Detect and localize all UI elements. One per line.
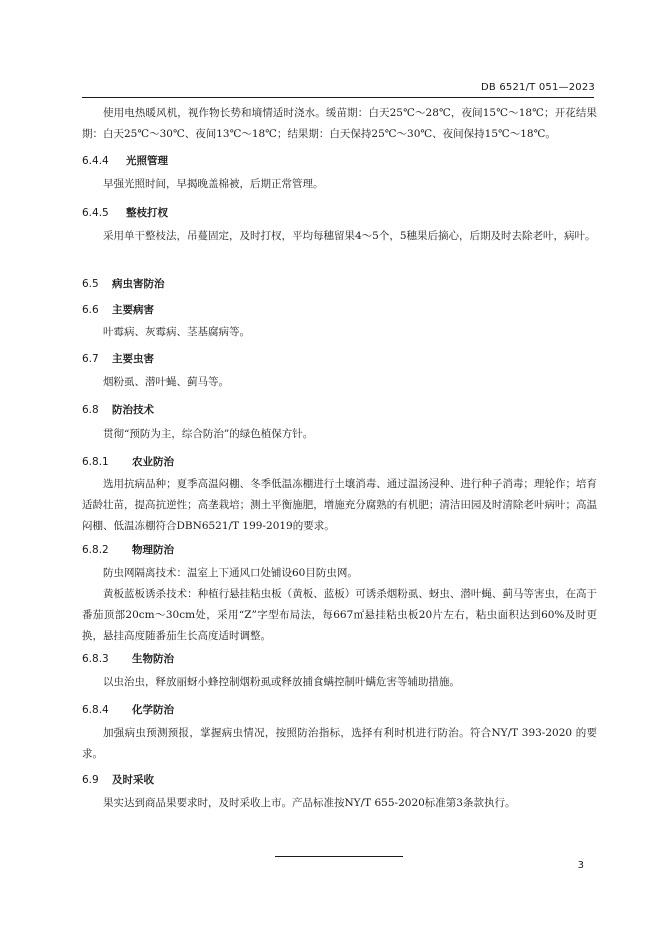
document-code: DB 6521/T 051—2023	[481, 82, 595, 93]
section-title: 农业防治	[132, 456, 174, 468]
paragraph-insect-net: 防虫网隔离技术：温室上下通风口处铺设60目防虫网。	[103, 567, 358, 579]
section-6-5	[82, 276, 165, 291]
section-6-8	[82, 402, 154, 417]
paragraph-agricultural-control: 选用抗病品种；夏季高温闷棚、冬季低温冻棚进行土壤消毒、通过温汤浸种、进行种子消毒；理轮作；培育适龄壮苗，提高抗逆性；高垄栽培；测土平衡施肥，增施充分腐熟的有机肥；清洁田园及时清除老叶病叶；高温闷棚、低温冻棚符合DBN6521/T 199-2019的要求。	[82, 478, 597, 532]
paragraph-pruning: 采用单干整枝法，吊蔓固定，及时打杈，平均每穗留果4～5个，5穗果后摘心，后期及时去除老叶，病叶。	[103, 230, 596, 242]
section-6-4-5	[82, 205, 168, 220]
paragraph-harvest: 果实达到商品果要求时，及时采收上市。产品标准按NY/T 655-2020标准第3条款执行。	[103, 797, 516, 809]
section-number: 6.8.3	[82, 653, 109, 665]
section-number: 6.6	[82, 304, 99, 316]
paragraph-sticky-boards: 黄板蓝板诱杀技术：种植行悬挂粘虫板（黄板、蓝板）可诱杀烟粉虱、蚜虫、潜叶蝇、蓟马等害虫，在高于番茄顶部20cm～30cm处，采用“Z”字型布局法，每667㎡悬挂粘虫板20片左右，粘虫面积达到60%及时更换，悬挂高度随番茄生长高度适时调整。	[82, 588, 597, 642]
section-6-8-2	[82, 542, 174, 557]
paragraph-diseases: 叶霉病、灰霉病、茎基腐病等。	[103, 326, 250, 338]
section-title: 病虫害防治	[112, 278, 165, 290]
paragraph-lighting: 早强光照时间，早揭晚盖棉被，后期正常管理。	[103, 178, 324, 190]
section-title: 及时采收	[112, 774, 154, 786]
section-number: 6.8.4	[82, 704, 109, 716]
header-rule	[82, 97, 594, 98]
section-title: 防治技术	[112, 404, 154, 416]
section-title: 物理防治	[132, 544, 174, 556]
section-6-9	[82, 772, 154, 787]
section-number: 6.9	[82, 774, 99, 786]
section-title: 光照管理	[126, 155, 168, 167]
section-6-4-4	[82, 153, 168, 168]
section-number: 6.5	[82, 278, 99, 290]
paragraph-temperature: 使用电热暖风机，视作物长势和墒情适时浇水。缓苗期：白天25℃～28℃，夜间15℃～18℃；开花结果期：白天25℃～30℃、夜间13℃～18℃；结果期：白天保持25℃～30℃、夜间保持15℃～18℃。	[82, 107, 597, 140]
section-title: 整枝打杈	[126, 207, 168, 219]
paragraph-biological-control: 以虫治虫，释放丽蚜小蜂控制烟粉虱或释放捕食螨控制叶螨危害等辅助措施。	[103, 676, 460, 688]
section-6-8-1	[82, 454, 174, 469]
section-number: 6.8	[82, 404, 99, 416]
section-title: 生物防治	[132, 653, 174, 665]
section-6-8-3	[82, 651, 174, 666]
page-number: 3	[577, 860, 584, 871]
section-title: 主要虫害	[112, 353, 154, 365]
paragraph-policy: 贯彻“预防为主，综合防治”的绿色植保方针。	[103, 428, 314, 440]
footer-rule	[275, 856, 403, 857]
section-title: 主要病害	[112, 304, 154, 316]
section-number: 6.4.4	[82, 155, 109, 167]
section-number: 6.7	[82, 353, 99, 365]
section-number: 6.8.2	[82, 544, 109, 556]
paragraph-pests: 烟粉虱、潜叶蝇、蓟马等。	[103, 376, 229, 388]
section-title: 化学防治	[132, 704, 174, 716]
section-6-8-4	[82, 702, 174, 717]
section-6-6	[82, 302, 154, 317]
section-6-7	[82, 351, 154, 366]
section-number: 6.8.1	[82, 456, 109, 468]
section-number: 6.4.5	[82, 207, 109, 219]
paragraph-chemical-control: 加强病虫预测预报，掌握病虫情况，按照防治指标，选择有利时机进行防治。符合NY/T 393-2020 的要求。	[82, 727, 597, 760]
